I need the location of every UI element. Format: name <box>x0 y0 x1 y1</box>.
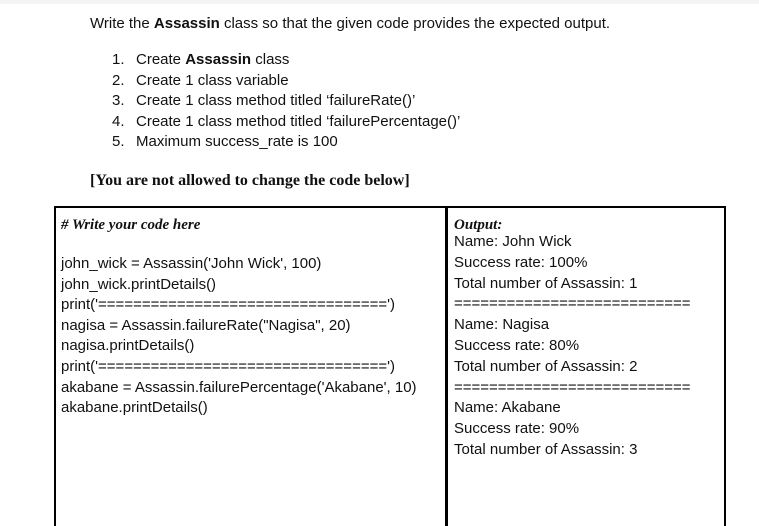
output-line: Success rate: 100% <box>454 253 588 271</box>
code-line: nagisa = Assassin.failureRate("Nagisa", 20) <box>61 316 351 334</box>
intro-class-name: Assassin <box>153 15 220 32</box>
code-line: print('=================================') <box>61 296 395 314</box>
step-number: 3. <box>112 92 125 109</box>
step-number: 1. <box>112 51 125 68</box>
step-item <box>112 91 460 112</box>
step-number: 4. <box>112 112 125 130</box>
output-line: Name: Nagisa <box>454 316 550 334</box>
step-bold: Assassin <box>185 51 252 68</box>
code-line: john_wick = Assassin('John Wick', 100) <box>61 255 322 272</box>
output-line: Success rate: 80% <box>454 336 580 354</box>
intro-before: Write the <box>90 15 154 32</box>
code-line: akabane.printDetails() <box>61 399 208 417</box>
code-line: akabane = Assassin.failurePercentage('Akabane', 10) <box>61 378 417 396</box>
code-heading: # Write your code here <box>61 217 201 233</box>
output-line: Name: John Wick <box>454 233 572 250</box>
step-number: 5. <box>112 133 125 150</box>
intro-after: class so that the given code provides the expected output. <box>219 15 611 32</box>
step-text: Create <box>136 51 186 68</box>
output-lines <box>454 232 691 461</box>
step-item <box>112 71 460 92</box>
step-text: Create 1 class method titled ‘failurePercentage()’ <box>136 112 461 130</box>
step-item <box>112 50 460 71</box>
intro-text <box>90 15 610 33</box>
output-line: =========================== <box>454 378 691 396</box>
code-line: print('=================================') <box>61 357 395 375</box>
output-line: Total number of Assassin: 2 <box>454 357 638 375</box>
output-panel <box>447 206 726 526</box>
restriction-note: [You are not allowed to change the code below] <box>90 172 410 189</box>
step-item <box>112 112 460 133</box>
output-line: =========================== <box>454 295 691 313</box>
step-text-after: class <box>251 51 290 68</box>
step-item <box>112 132 460 153</box>
top-strip <box>0 0 759 4</box>
code-panel <box>54 206 447 526</box>
output-line: Total number of Assassin: 1 <box>454 274 638 292</box>
output-heading: Output: <box>454 217 503 233</box>
code-line: john_wick.printDetails() <box>61 275 217 293</box>
output-line: Name: Akabane <box>454 399 561 417</box>
step-number: 2. <box>112 71 125 89</box>
output-line: Success rate: 90% <box>454 420 580 438</box>
step-text: Maximum success_rate is 100 <box>136 133 338 150</box>
code-lines <box>61 254 417 419</box>
steps-list <box>112 50 460 153</box>
step-text: Create 1 class method titled ‘failureRate()’ <box>136 92 416 109</box>
output-line: Total number of Assassin: 3 <box>454 440 638 458</box>
step-text: Create 1 class variable <box>136 71 289 89</box>
code-line: nagisa.printDetails() <box>61 337 195 355</box>
